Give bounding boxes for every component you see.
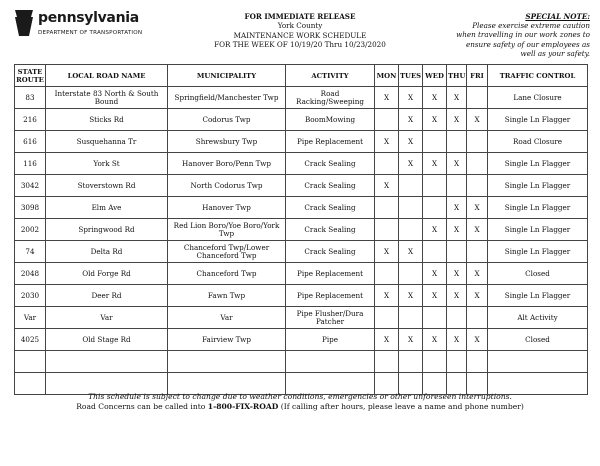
table-row [15,87,588,109]
cell-tues: X [399,241,423,263]
cell-empty [467,351,488,373]
cell-wed: X [423,87,447,109]
table-row [15,175,588,197]
col-header-municipality: MUNICIPALITY [168,65,286,87]
cell-activity: Crack Sealing [286,241,375,263]
table-row [15,307,588,329]
cell-route: 74 [15,241,46,263]
cell-fri [467,87,488,109]
cell-empty [286,351,375,373]
cell-activity: Pipe [286,329,375,351]
cell-empty [15,351,46,373]
cell-tues [399,175,423,197]
cell-traffic: Single Ln Flagger [488,175,588,197]
cell-tues: X [399,87,423,109]
cell-activity: Pipe Replacement [286,285,375,307]
cell-municipality: Red Lion Boro/Yoe Boro/York Twp [168,219,286,241]
cell-thu [447,131,467,153]
col-header-mon: MON [375,65,399,87]
road-concerns-line [0,402,600,412]
cell-tues: X [399,153,423,175]
cell-empty [168,351,286,373]
cell-mon [375,153,399,175]
cell-empty [488,351,588,373]
cell-traffic: Single Ln Flagger [488,241,588,263]
cell-activity: BoomMowing [286,109,375,131]
cell-empty [423,351,447,373]
logo-name: pennsylvania [38,10,139,26]
cell-municipality: Hanover Boro/Penn Twp [168,153,286,175]
cell-activity: Crack Sealing [286,219,375,241]
cell-route: 4025 [15,329,46,351]
logo-subtitle: DEPARTMENT OF TRANSPORTATION [38,30,143,36]
special-note-line: ensure safety of our employees as [465,39,590,49]
cell-thu: X [447,263,467,285]
cell-road: York St [46,153,168,175]
table-row [15,219,588,241]
cell-empty [399,351,423,373]
cell-thu [447,307,467,329]
cell-thu: X [447,109,467,131]
cell-traffic: Alt Activity [488,307,588,329]
col-header-road: LOCAL ROAD NAME [46,65,168,87]
cell-tues: X [399,131,423,153]
cell-tues: X [399,109,423,131]
table-header-row [15,65,588,87]
county-label: York County [277,21,323,31]
col-header-wed: WED [423,65,447,87]
week-label: FOR THE WEEK OF 10/19/20 Thru 10/23/2020 [214,39,386,49]
cell-mon [375,109,399,131]
cell-traffic: Lane Closure [488,87,588,109]
special-note-line: well as your safety. [520,48,590,58]
cell-route: 83 [15,87,46,109]
cell-route: 3098 [15,197,46,219]
cell-tues [399,219,423,241]
cell-activity: Pipe Flusher/Dura Patcher [286,307,375,329]
cell-tues [399,197,423,219]
cell-thu [447,241,467,263]
cell-mon: X [375,329,399,351]
cell-wed: X [423,219,447,241]
release-label: FOR IMMEDIATE RELEASE [244,12,356,21]
cell-wed [423,241,447,263]
cell-fri [467,131,488,153]
cell-municipality: Fawn Twp [168,285,286,307]
cell-tues [399,307,423,329]
cell-municipality: Chanceford Twp [168,263,286,285]
cell-mon: X [375,285,399,307]
cell-route: Var [15,307,46,329]
cell-wed: X [423,263,447,285]
cell-mon [375,263,399,285]
cell-traffic: Single Ln Flagger [488,197,588,219]
cell-activity: Pipe Replacement [286,131,375,153]
cell-fri: X [467,197,488,219]
cell-thu: X [447,87,467,109]
cell-municipality: Shrewsbury Twp [168,131,286,153]
special-note-line: Please exercise extreme caution [472,21,590,31]
cell-municipality: Var [168,307,286,329]
cell-traffic: Single Ln Flagger [488,219,588,241]
cell-fri: X [467,285,488,307]
cell-wed: X [423,153,447,175]
cell-mon [375,197,399,219]
concerns-suffix: (If calling after hours, please leave a name and phone number) [280,402,524,411]
col-header-fri: FRI [467,65,488,87]
table-row [15,197,588,219]
cell-mon: X [375,241,399,263]
cell-tues [399,263,423,285]
table-row [15,109,588,131]
col-header-activity: ACTIVITY [286,65,375,87]
cell-wed: X [423,109,447,131]
cell-road: Old Stage Rd [46,329,168,351]
cell-road: Springwood Rd [46,219,168,241]
cell-mon: X [375,87,399,109]
cell-mon: X [375,175,399,197]
cell-fri: X [467,219,488,241]
table-row-empty [15,351,588,373]
cell-fri [467,241,488,263]
cell-road: Interstate 83 North & South Bound [46,87,168,109]
cell-activity: Crack Sealing [286,175,375,197]
cell-wed [423,131,447,153]
special-note-title: SPECIAL NOTE: [525,12,590,21]
cell-tues: X [399,285,423,307]
cell-municipality: Springfield/Manchester Twp [168,87,286,109]
cell-activity: Crack Sealing [286,153,375,175]
cell-fri: X [467,263,488,285]
cell-mon [375,307,399,329]
cell-traffic: Road Closure [488,131,588,153]
table-row [15,329,588,351]
cell-thu: X [447,197,467,219]
cell-road: Susquehanna Tr [46,131,168,153]
schedule-body [15,87,588,395]
table-row [15,285,588,307]
cell-municipality: Hanover Twp [168,197,286,219]
col-header-route: STATE ROUTE [15,65,46,87]
cell-activity: Pipe Replacement [286,263,375,285]
cell-municipality: Fairview Twp [168,329,286,351]
cell-municipality: Chanceford Twp/Lower Chanceford Twp [168,241,286,263]
cell-road: Sticks Rd [46,109,168,131]
cell-traffic: Single Ln Flagger [488,109,588,131]
table-row [15,263,588,285]
cell-fri [467,307,488,329]
hotline-number: 1-800-FIX-ROAD [207,402,279,411]
cell-mon: X [375,131,399,153]
cell-route: 216 [15,109,46,131]
cell-fri: X [467,109,488,131]
table-row [15,153,588,175]
cell-route: 616 [15,131,46,153]
cell-municipality: Codorus Twp [168,109,286,131]
cell-traffic: Closed [488,263,588,285]
cell-fri [467,175,488,197]
penndot-logo [14,8,144,44]
schedule-title: MAINTENANCE WORK SCHEDULE [233,30,367,40]
cell-empty [447,351,467,373]
cell-route: 2002 [15,219,46,241]
cell-road: Delta Rd [46,241,168,263]
cell-fri [467,153,488,175]
col-header-thu: THU [447,65,467,87]
cell-activity: Road Racking/Sweeping [286,87,375,109]
cell-road: Var [46,307,168,329]
document-header [0,0,600,64]
cell-wed [423,197,447,219]
cell-route: 2048 [15,263,46,285]
special-note-line: when travelling in our work zones to [456,30,590,40]
col-header-traffic: TRAFFIC CONTROL [488,65,588,87]
col-header-tues: TUES [399,65,423,87]
cell-route: 2030 [15,285,46,307]
concerns-prefix: Road Concerns can be called into [76,402,206,411]
cell-thu: X [447,153,467,175]
cell-mon [375,219,399,241]
cell-activity: Crack Sealing [286,197,375,219]
schedule-table [14,64,588,395]
release-heading [205,12,395,49]
cell-traffic: Single Ln Flagger [488,153,588,175]
table-row [15,241,588,263]
cell-thu: X [447,219,467,241]
cell-road: Elm Ave [46,197,168,219]
cell-traffic: Single Ln Flagger [488,285,588,307]
cell-road: Old Forge Rd [46,263,168,285]
cell-route: 116 [15,153,46,175]
cell-empty [46,351,168,373]
cell-wed: X [423,329,447,351]
schedule-disclaimer: This schedule is subject to change due to weather conditions, emergencies or other unforeseen interruptions. [88,392,512,401]
cell-municipality: North Codorus Twp [168,175,286,197]
cell-road: Deer Rd [46,285,168,307]
cell-wed [423,175,447,197]
special-note [430,12,590,58]
cell-route: 3042 [15,175,46,197]
cell-tues: X [399,329,423,351]
cell-traffic: Closed [488,329,588,351]
keystone-icon [14,8,34,38]
cell-thu: X [447,285,467,307]
cell-empty [375,351,399,373]
cell-wed: X [423,285,447,307]
document-footer [0,392,600,412]
cell-wed [423,307,447,329]
cell-thu: X [447,329,467,351]
table-row [15,131,588,153]
cell-road: Stoverstown Rd [46,175,168,197]
cell-thu [447,175,467,197]
cell-fri: X [467,329,488,351]
